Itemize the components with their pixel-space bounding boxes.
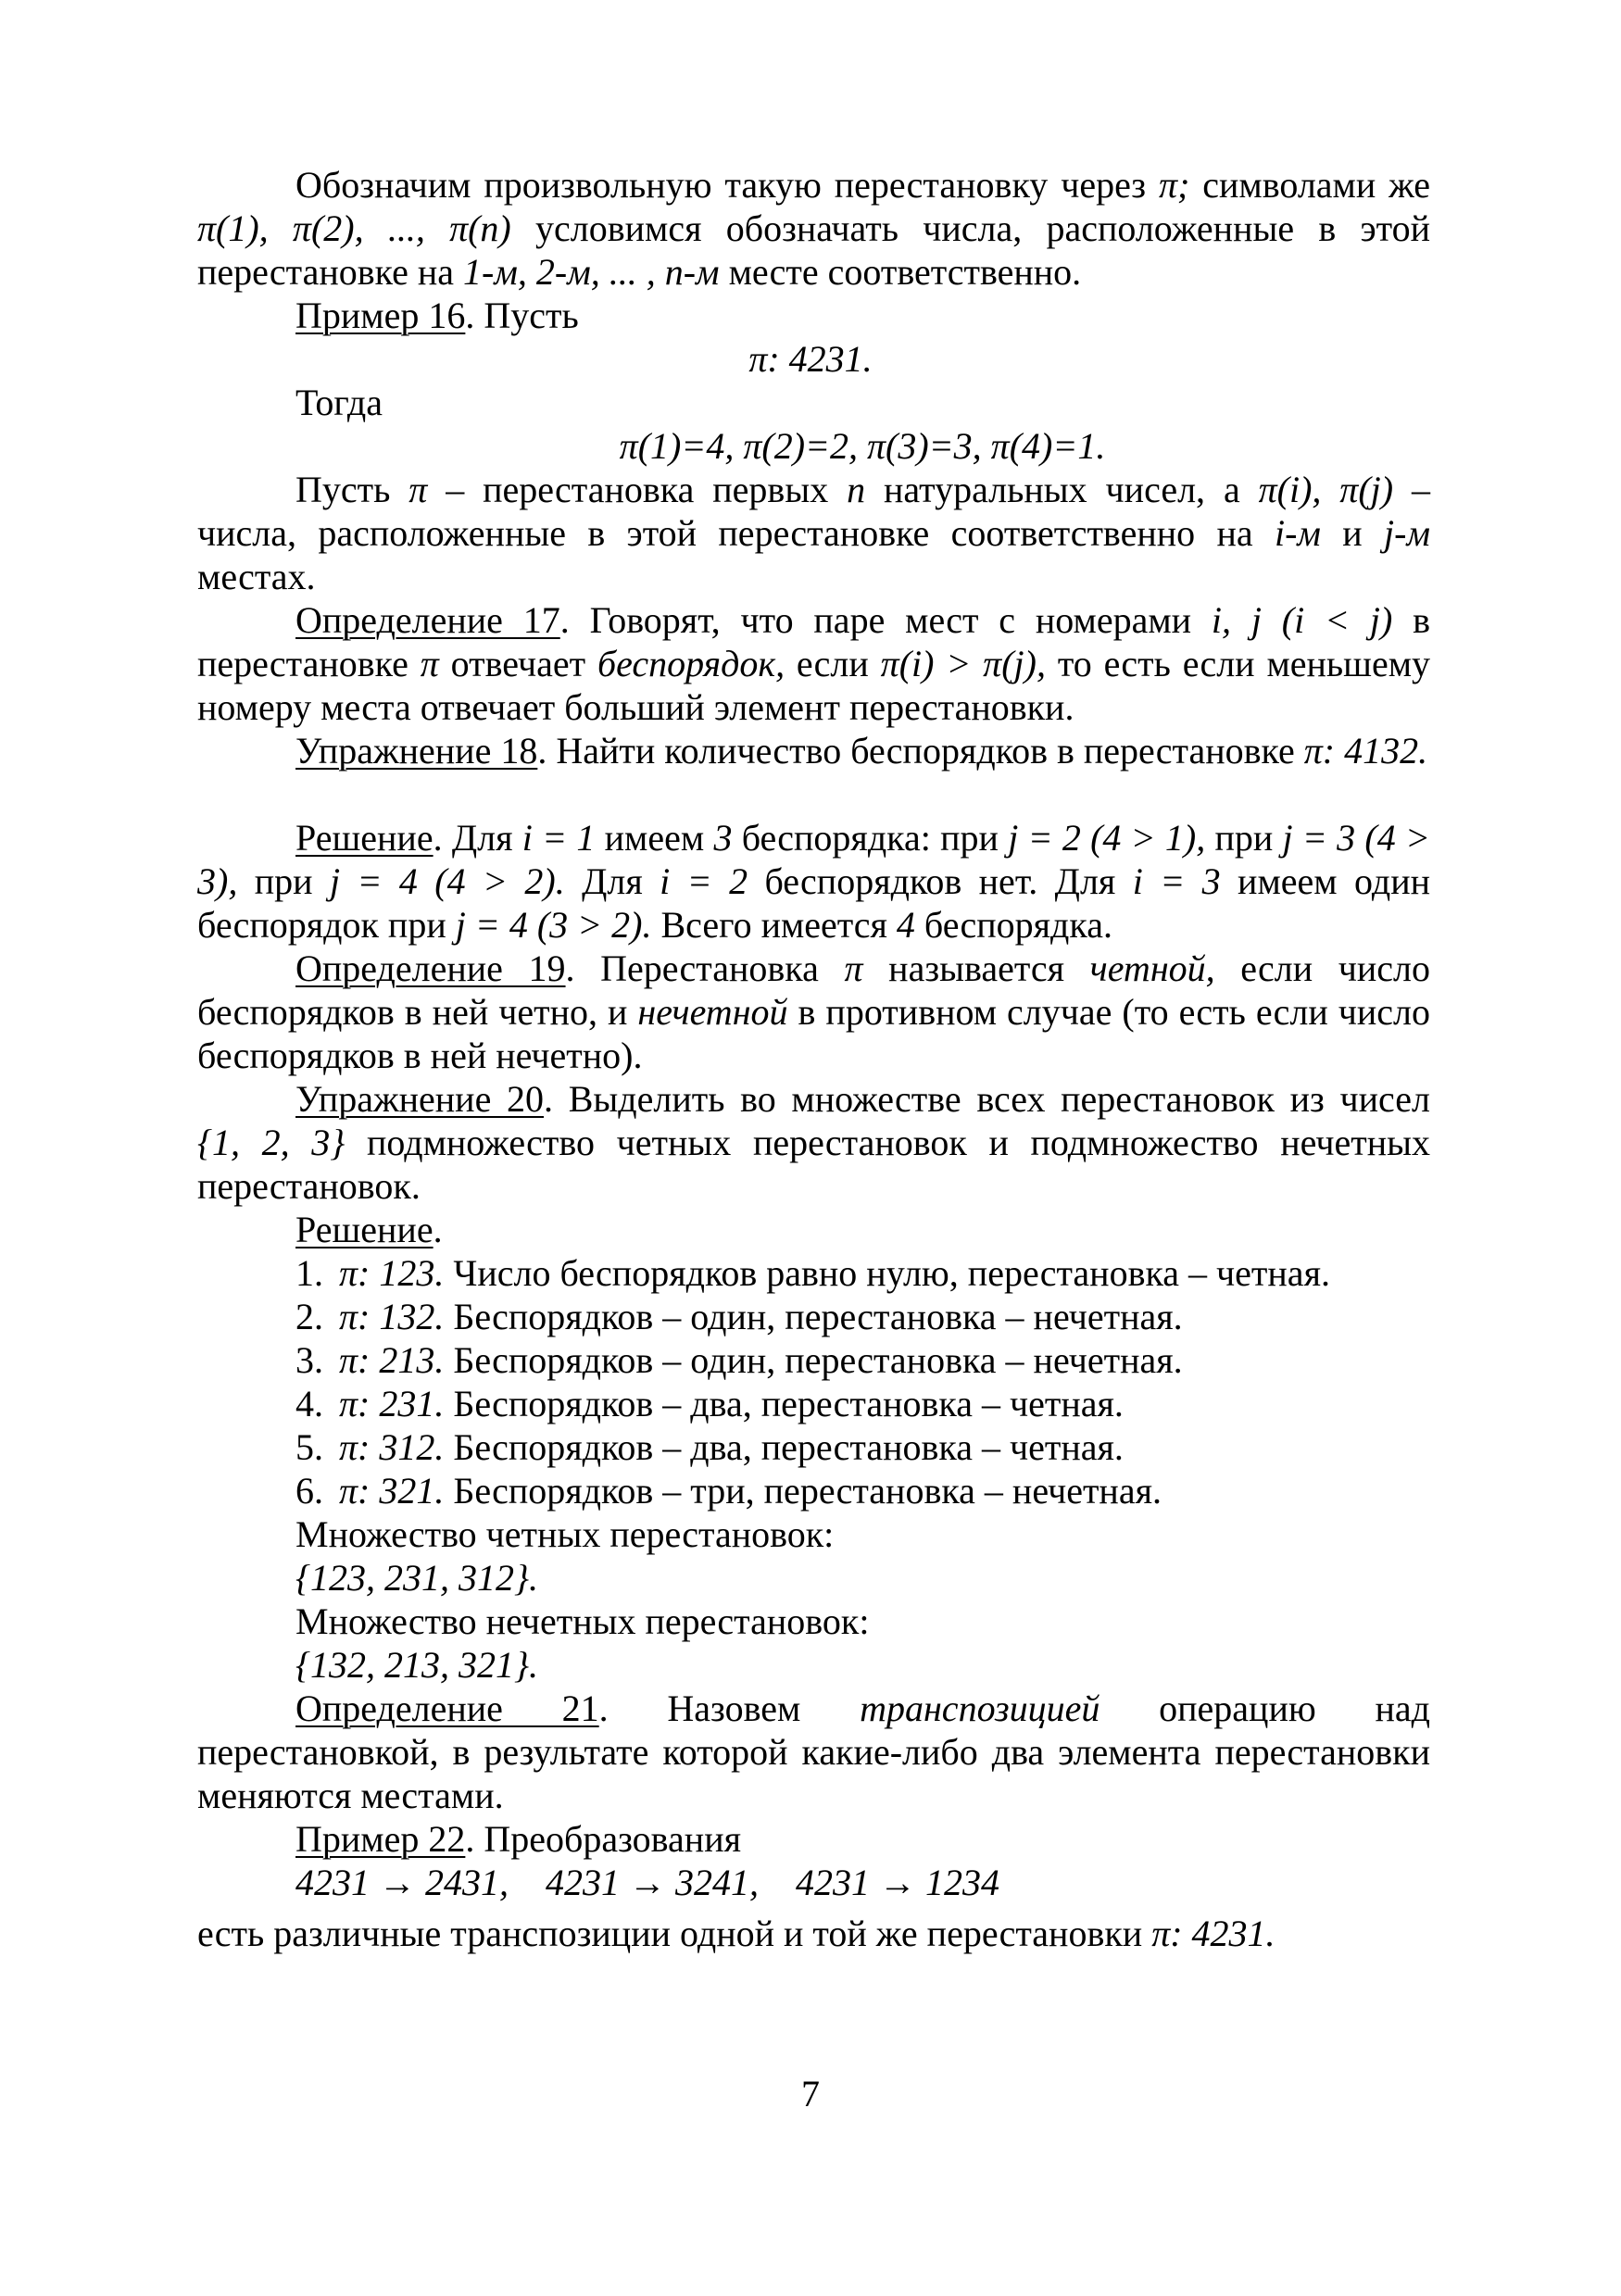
even-set-label: Множество четных перестановок: — [295, 1513, 835, 1555]
list-item: 1. π: 123. Число беспорядков равно нулю, перестановка – четная. — [295, 1252, 1330, 1294]
list-item: 6. π: 321. Беспорядков – три, перестановка – нечетная. — [295, 1470, 1162, 1512]
odd-set: {132, 213, 321}. — [295, 1644, 538, 1686]
example-16-then: Тогда — [295, 382, 383, 423]
solution-20-heading: Решение. — [295, 1209, 443, 1250]
list-item: 4. π: 231. Беспорядков – два, перестановка – четная. — [295, 1383, 1124, 1424]
example-22-conclusion: есть различные транспозиции одной и той же перестановки π: 4231. — [197, 1913, 1275, 1954]
definition-17: Определение 17. Говорят, что паре мест с номерами i, j (i < j) в перестановке π отвечает беспорядок, если π(i) > π(j), то есть если меньшему номеру места отвечает больший элемент перестановки. — [197, 599, 1431, 728]
example-22-formula: 4231 → 2431, 4231 → 3241, 4231 → 1234 — [295, 1862, 999, 1903]
even-set: {123, 231, 312}. — [295, 1557, 538, 1599]
example-22-heading: Пример 22. Преобразования — [295, 1818, 741, 1860]
list-item: 3. π: 213. Беспорядков – один, перестановка – нечетная. — [295, 1339, 1183, 1381]
solution-18: Решение. Для i = 1 имеем 3 беспорядка: при j = 2 (4 > 1), при j = 3 (4 > 3), при j = 4 (4 > 2). Для i = 2 беспорядков нет. Для i = 3 имеем один беспорядок при j = 4 (3 > 2). Всего имеется 4 беспорядка. — [197, 817, 1431, 946]
list-item: 5. π: 312. Беспорядков – два, перестановка – четная. — [295, 1426, 1124, 1468]
odd-set-label: Множество нечетных перестановок: — [295, 1600, 870, 1642]
paragraph-permutation-positions: Пусть π – перестановка первых n натуральных чисел, а π(i), π(j) – числа, расположенные в этой перестановке соответственно на i-м и j-м местах. — [197, 469, 1430, 597]
paragraph-permutation-notation: Обозначим произвольную такую перестановку через π; символами же π(1), π(2), ..., π(n) условимся обозначать числа, расположенные в этой перестановке на 1-м, 2-м, ... , n-м месте соответственно. — [197, 164, 1431, 293]
definition-19: Определение 19. Перестановка π называется четной, если число беспорядков в ней четно, и нечетной в противном случае (то есть если число беспорядков в ней нечетно). — [197, 947, 1431, 1076]
definition-21: Определение 21. Назовем транспозицией операцию над перестановкой, в результате которой какие-либо два элемента перестановки меняются местами. — [197, 1687, 1431, 1816]
list-item: 2. π: 132. Беспорядков – один, перестановка – нечетная. — [295, 1296, 1183, 1337]
exercise-20: Упражнение 20. Выделить во множестве всех перестановок из чисел {1, 2, 3} подмножество четных перестановок и подмножество нечетных перестановок. — [197, 1078, 1431, 1207]
exercise-18: Упражнение 18. Найти количество беспорядков в перестановке π: 4132. — [295, 730, 1428, 772]
example-16-values: π(1)=4, π(2)=2, π(3)=3, π(4)=1. — [619, 425, 1106, 467]
example-16-heading: Пример 16. Пусть — [295, 295, 579, 336]
page-number: 7 — [801, 2073, 820, 2114]
example-16-formula: π: 4231. — [748, 338, 873, 380]
